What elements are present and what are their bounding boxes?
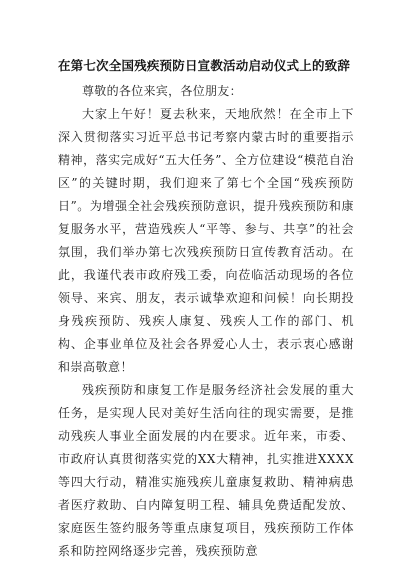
paragraph-2: 残疾预防和康复工作是服务经济社会发展的重大任务，是实现人民对美好生活向往的现实需要，是推动残疾人事业全面发展的内在要求。近年来，市委、市政府认真贯彻落实党的XX大精神，扎实推进XXXX等四大行动，精准实施残疾儿童康复救助、精神病患者医疗救助、白内障复明工程、辅具免费适配发放、家庭医生签约服务等重点康复项目，残疾预防工作体系和防控网络逐步完善，残疾预防意 xyxy=(58,383,354,558)
paragraph-1: 大家上午好！夏去秋来，天地欣然！在全市上下深入贯彻落实习近平总书记考察内蒙古时的重要指示精神，落实完成好“五大任务”、全方位建设“模范自治区”的关键时期，我们迎来了第七个全国“残疾预防日”。为增强全社会残疾预防意识，提升残疾预防和康复服务水平，营造残疾人“平等、参与、共享”的社会氛围，我们举办第七次残疾预防日宣传教育活动。在此，我谨代表市政府残工委，向莅临活动现场的各位领导、来宾、朋友，表示诚挚欢迎和问候！向长期投身残疾预防、残疾人康复、残疾人工作的部门、机构、企事业单位及社会各界爱心人士，表示衷心感谢和崇高敬意！ xyxy=(58,107,354,374)
salutation: 尊敬的各位来宾，各位朋友： xyxy=(82,84,242,98)
document-body xyxy=(58,80,354,563)
document-title: 在第七次全国残疾预防日宣教活动启动仪式上的致辞 xyxy=(57,58,351,73)
